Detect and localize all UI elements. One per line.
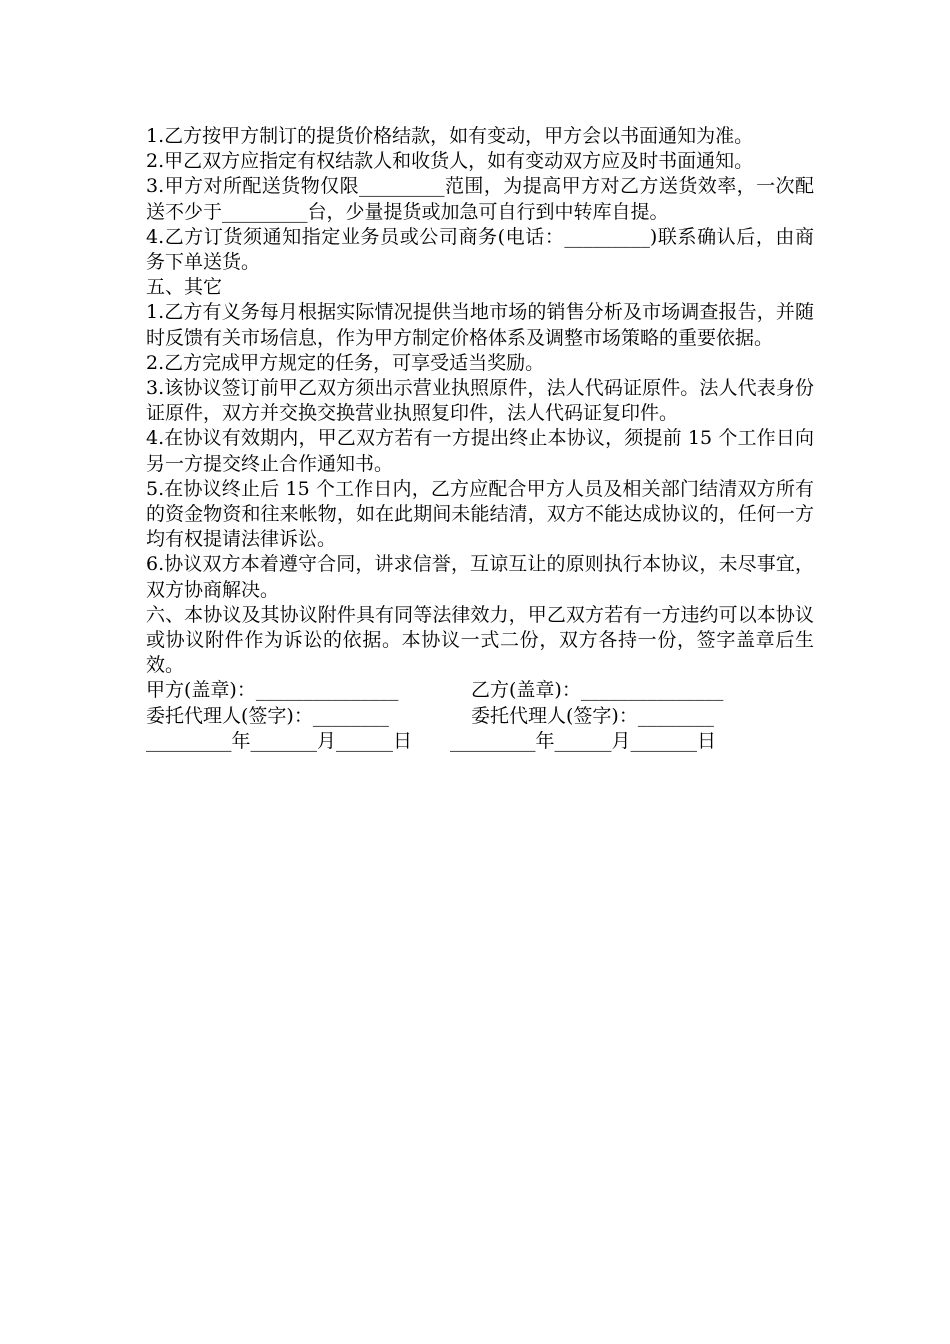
clause-paragraph: 1.乙方有义务每月根据实际情况提供当地市场的销售分析及市场调查报告，并随时反馈有关市场信息，作为甲方制定价格体系及调整市场策略的重要依据。 [146,301,814,349]
clause-paragraph: 3.甲方对所配送货物仅限_________范围，为提高甲方对乙方送货效率，一次配送不少于_________台，少量提货或加急可自行到中转库自提。 [146,175,814,223]
clause-paragraph: 3.该协议签订前甲乙双方须出示营业执照原件，法人代码证原件。法人代表身份证原件，双方并交换交换营业执照复印件，法人代码证复印件。 [146,377,814,425]
clause-paragraph: 1.乙方按甲方制订的提货价格结款，如有变动，甲方会以书面通知为准。 [146,125,754,147]
clause-paragraph: 2.甲乙双方应指定有权结款人和收货人，如有变动双方应及时书面通知。 [146,150,754,173]
party-a-seal-line: 甲方(盖章)：_______________ [146,679,399,702]
clause-paragraph: 4.乙方订货须通知指定业务员或公司商务(电话：_________)联系确认后，由商务下单送货。 [146,225,814,274]
document-body [146,124,814,754]
party-b-agent-line: 委托代理人(签字)：________ [471,704,714,727]
section-paragraph: 六、本协议及其协议附件具有同等法律效力，甲乙双方若有一方违约可以本协议或协议附件作为诉讼的依据。本协议一式二份，双方各持一份，签字盖章后生效。 [146,603,814,677]
section-heading: 五、其它 [146,276,223,299]
clause-paragraph: 5.在协议终止后 15 个工作日内，乙方应配合甲方人员及相关部门结清双方所有的资金物资和往来帐物，如在此期间未能结清，双方不能达成协议的，任何一方均有权提请法律诉讼。 [146,477,814,551]
party-a-agent-line: 委托代理人(签字)：________ [146,704,389,727]
clause-paragraph: 4.在协议有效期内，甲乙双方若有一方提出终止本协议，须提前 15 个工作日向另一方提交终止合作通知书。 [146,427,814,475]
date-line: _________年_______月______日 _________年______月_______日 [146,729,717,752]
clause-paragraph: 6.协议双方本着遵守合同，讲求信誉，互谅互让的原则执行本协议，未尽事宜，双方协商解决。 [146,553,814,601]
clause-paragraph: 2.乙方完成甲方规定的任务，可享受适当奖励。 [146,351,545,374]
party-b-seal-line: 乙方(盖章)：_______________ [471,679,724,702]
agent-row [146,704,814,729]
seal-row [146,678,814,703]
